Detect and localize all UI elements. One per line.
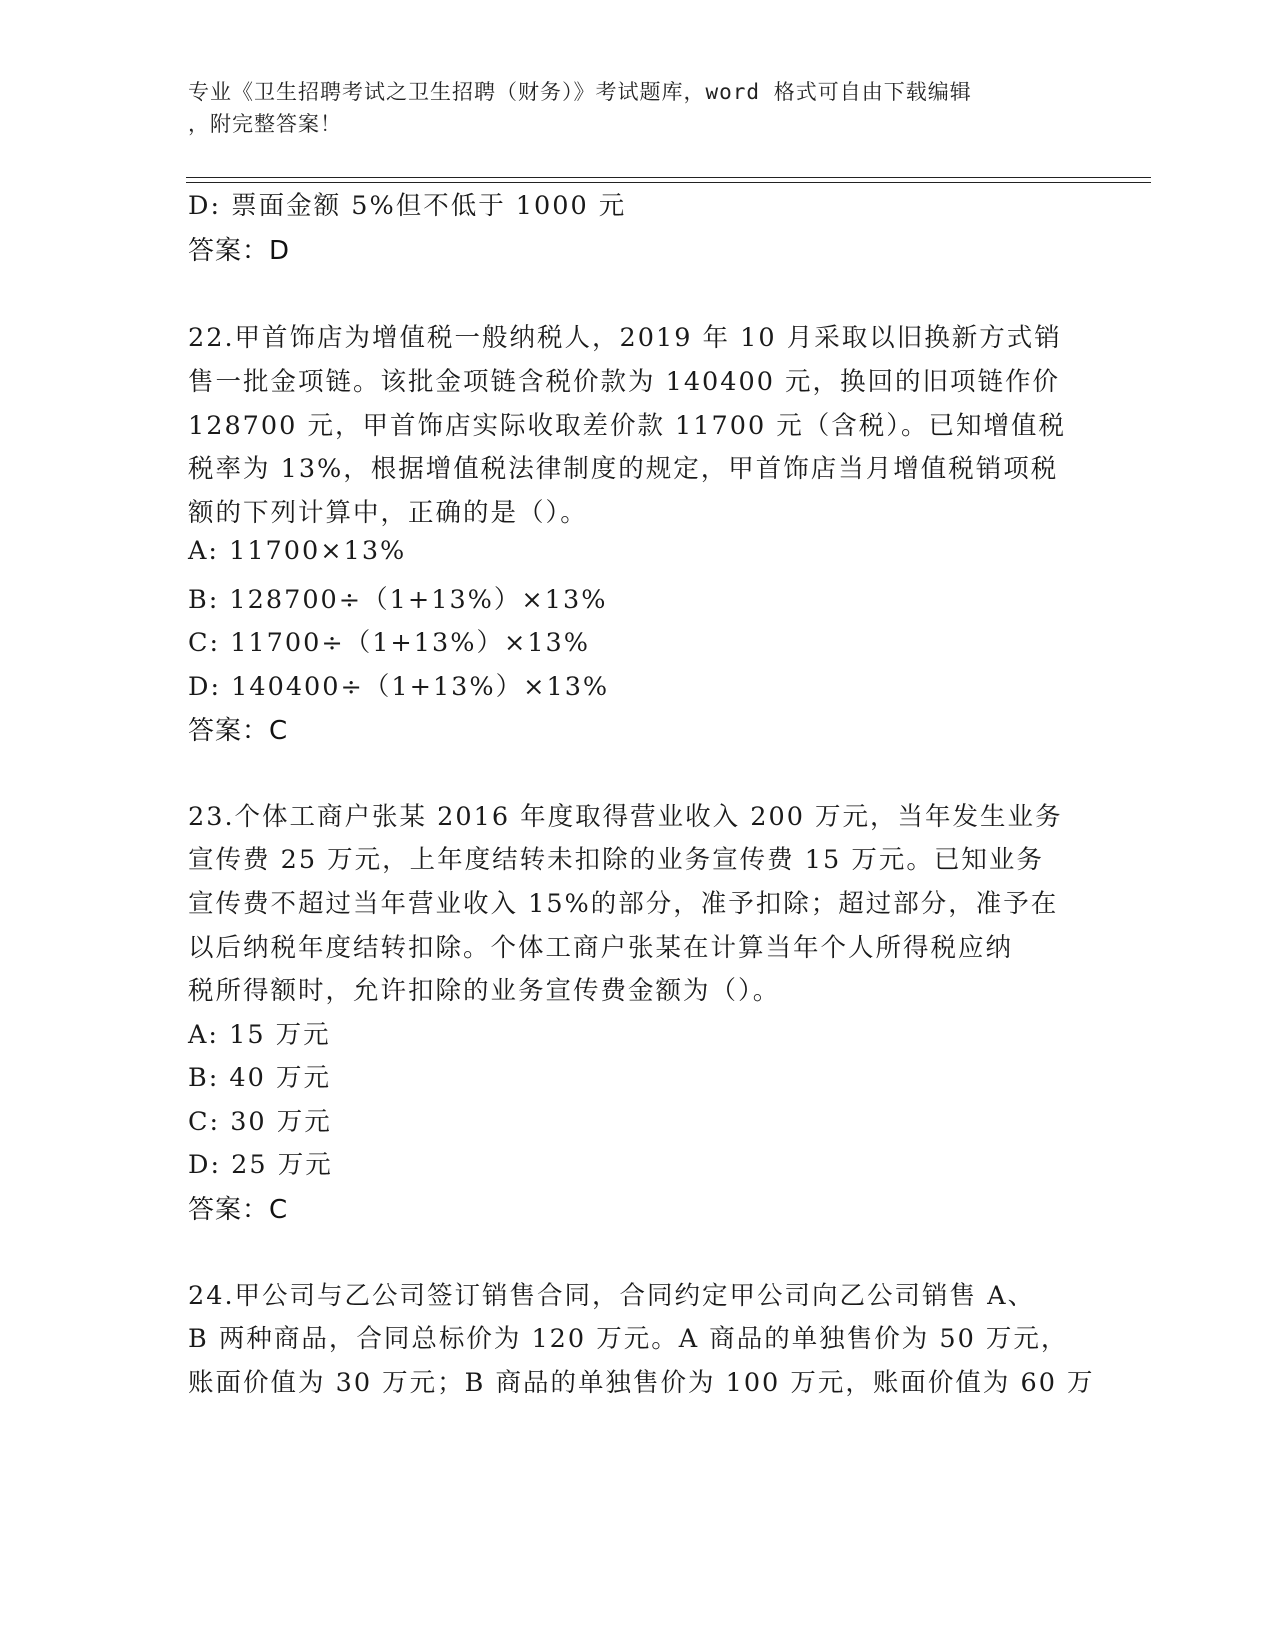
header-divider-top	[186, 177, 1151, 178]
q22-option-a: A: 11700×13%	[188, 536, 407, 566]
q23-answer: 答案：C	[188, 1195, 289, 1225]
q23-stem-line: 以后纳税年度结转扣除。个体工商户张某在计算当年个人所得税应纳	[188, 933, 1014, 963]
q23-stem-line: 宣传费不超过当年营业收入 15%的部分，准予扣除；超过部分，准予在	[188, 889, 1059, 919]
header-title-line-2: ，附完整答案！	[188, 112, 342, 136]
q23-option-b: B: 40 万元	[188, 1063, 331, 1093]
q24-stem-line: B 两种商品，合同总标价为 120 万元。A 商品的单独售价为 50 万元，	[188, 1324, 1069, 1354]
q23-stem-line: 宣传费 25 万元，上年度结转未扣除的业务宣传费 15 万元。已知业务	[188, 845, 1044, 875]
header-divider-bottom	[186, 182, 1151, 183]
q22-stem-line: 额的下列计算中，正确的是（）。	[188, 498, 588, 528]
q23-option-d: D: 25 万元	[188, 1150, 333, 1180]
q21-option-d: D: 票面金额 5%但不低于 1000 元	[188, 191, 627, 221]
header-title-line-1: 专业《卫生招聘考试之卫生招聘（财务）》考试题库，word 格式可自由下载编辑	[188, 80, 972, 104]
q23-stem-line: 23.个体工商户张某 2016 年度取得营业收入 200 万元，当年发生业务	[188, 802, 1063, 832]
q24-stem-line: 账面价值为 30 万元；B 商品的单独售价为 100 万元，账面价值为 60 万	[188, 1368, 1095, 1398]
q22-option-b: B: 128700÷（1+13%）×13%	[188, 585, 608, 615]
q22-stem-line: 128700 元，甲首饰店实际收取差价款 11700 元（含税）。已知增值税	[188, 411, 1067, 441]
q23-stem-line: 税所得额时，允许扣除的业务宣传费金额为（）。	[188, 976, 781, 1006]
q22-option-d: D: 140400÷（1+13%）×13%	[188, 672, 610, 702]
q22-option-c: C: 11700÷（1+13%）×13%	[188, 628, 591, 658]
q22-stem-line: 税率为 13%，根据增值税法律制度的规定，甲首饰店当月增值税销项税	[188, 454, 1059, 484]
q23-option-c: C: 30 万元	[188, 1107, 332, 1137]
q24-stem-line: 24.甲公司与乙公司签订销售合同，合同约定甲公司向乙公司销售 A、	[188, 1281, 1036, 1311]
q23-option-a: A: 15 万元	[188, 1020, 331, 1050]
q21-answer: 答案：D	[188, 236, 291, 266]
q22-stem-line: 售一批金项链。该批金项链含税价款为 140400 元，换回的旧项链作价	[188, 367, 1061, 397]
q22-answer: 答案：C	[188, 716, 289, 746]
q22-stem-line: 22.甲首饰店为增值税一般纳税人，2019 年 10 月采取以旧换新方式销	[188, 323, 1062, 353]
page-header	[188, 76, 1068, 140]
